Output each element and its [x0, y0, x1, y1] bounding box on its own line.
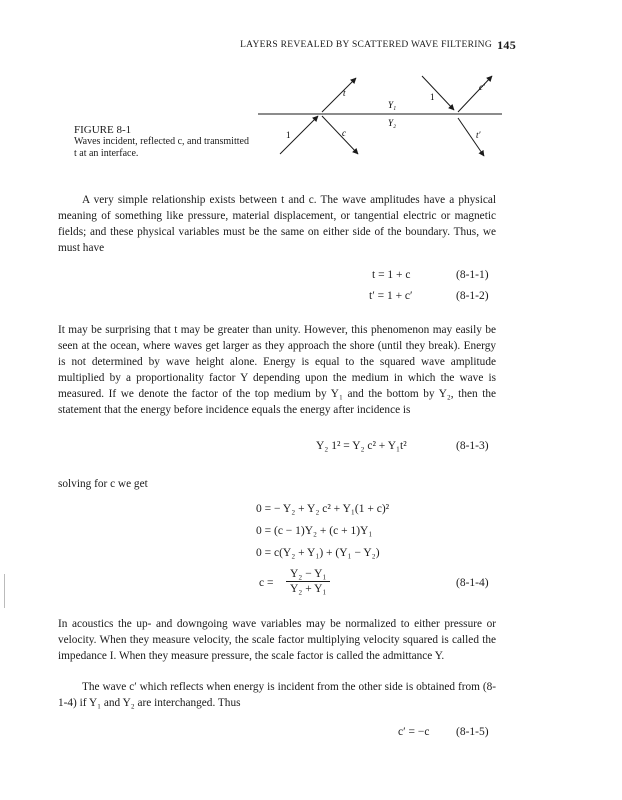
paragraph-2: [58, 322, 496, 418]
label-t-prime: t′: [476, 130, 481, 140]
label-1-left: 1: [286, 130, 291, 140]
paragraph-3-text: solving for c we get: [58, 478, 148, 490]
equation-8-1-1: t = 1 + c: [372, 269, 411, 281]
reflected-ray-right: [458, 76, 492, 112]
derivation-line-1: 0 = − Y₂ + Y₂ c² + Y₁(1 + c)²: [256, 503, 390, 515]
paragraph-5-text: The wave c′ which reflects when energy is incident from the other side is obtained from (8-1-4) if Y₁ and Y₂ are interchanged. Thus: [58, 681, 496, 709]
figure-caption-text: Waves incident, reflected c, and transmitted t at an interface.: [74, 136, 249, 159]
label-y1: Y₁: [388, 100, 397, 110]
scan-margin-mark: [4, 574, 5, 608]
equation-8-1-4-fraction: [286, 568, 330, 595]
label-c-prime: c′: [479, 82, 485, 92]
running-header: [240, 38, 516, 52]
paragraph-4: [58, 616, 496, 664]
equation-8-1-5: c′ = −c: [398, 726, 430, 738]
paragraph-1: [58, 192, 496, 256]
paragraph-4-text: In acoustics the up- and downgoing wave variables may be normalized to either pressure or velocity. When they measure velocity, the scale factor multiplying velocity squared is called the impedance I. When they measure pressure, the scale factor is called the admittance Y.: [58, 618, 496, 662]
figure-caption: [74, 124, 254, 160]
fraction-numerator: Y₂ − Y₁: [286, 568, 330, 582]
label-t: t: [343, 88, 346, 98]
fraction-denominator: Y₂ + Y₁: [290, 583, 327, 595]
equation-8-1-3: Y₂ 1² = Y₂ c² + Y₁t²: [316, 440, 407, 452]
label-y2: Y₂: [388, 118, 397, 128]
label-1-right: 1: [430, 92, 435, 102]
equation-8-1-2: t′ = 1 + c′: [369, 290, 413, 302]
page-number: 145: [497, 38, 516, 52]
figure-title: FIGURE 8-1: [74, 124, 132, 136]
equation-label-8-1-4: (8-1-4): [456, 577, 489, 589]
paragraph-1-text: A very simple relationship exists between t and c. The wave amplitudes have a physical meaning of something like pressure, material displacement, or tangential electric or magnetic fields; and these physical variables must be the same on either side of the boundary. Thus, we must have: [58, 194, 496, 254]
equation-label-8-1-2: (8-1-2): [456, 290, 489, 302]
paragraph-3: [58, 476, 496, 492]
label-c: c: [342, 128, 346, 138]
paragraph-5: [58, 679, 496, 711]
paragraph-2-text: It may be surprising that t may be greater than unity. However, this phenomenon may easily be seen at the ocean, where waves get larger as they approach the shore (until they break). Energy is not determined by wave height alone. Energy is equal to the squared wave amplitude multiplied by a proportionality factor Y depending upon the medium in which the wave is measured. If we denote the factor of the top medium by Y₁ and the bottom by Y₂, then the statement that the energy before incidence equals the energy after incidence is: [58, 324, 496, 416]
derivation-line-2: 0 = (c − 1)Y₂ + (c + 1)Y₁: [256, 525, 373, 537]
equation-label-8-1-1: (8-1-1): [456, 269, 489, 281]
equation-label-8-1-5: (8-1-5): [456, 726, 489, 738]
equation-label-8-1-3: (8-1-3): [456, 440, 489, 452]
running-title: LAYERS REVEALED BY SCATTERED WAVE FILTERING: [240, 40, 492, 50]
incident-ray-right: [422, 76, 454, 110]
equation-8-1-4-lhs: c =: [259, 577, 274, 589]
derivation-line-3: 0 = c(Y₂ + Y₁) + (Y₁ − Y₂): [256, 547, 380, 559]
figure-8-1-diagram: [250, 72, 510, 172]
reflected-ray-left: [322, 116, 358, 154]
transmitted-ray-left: [322, 78, 356, 112]
